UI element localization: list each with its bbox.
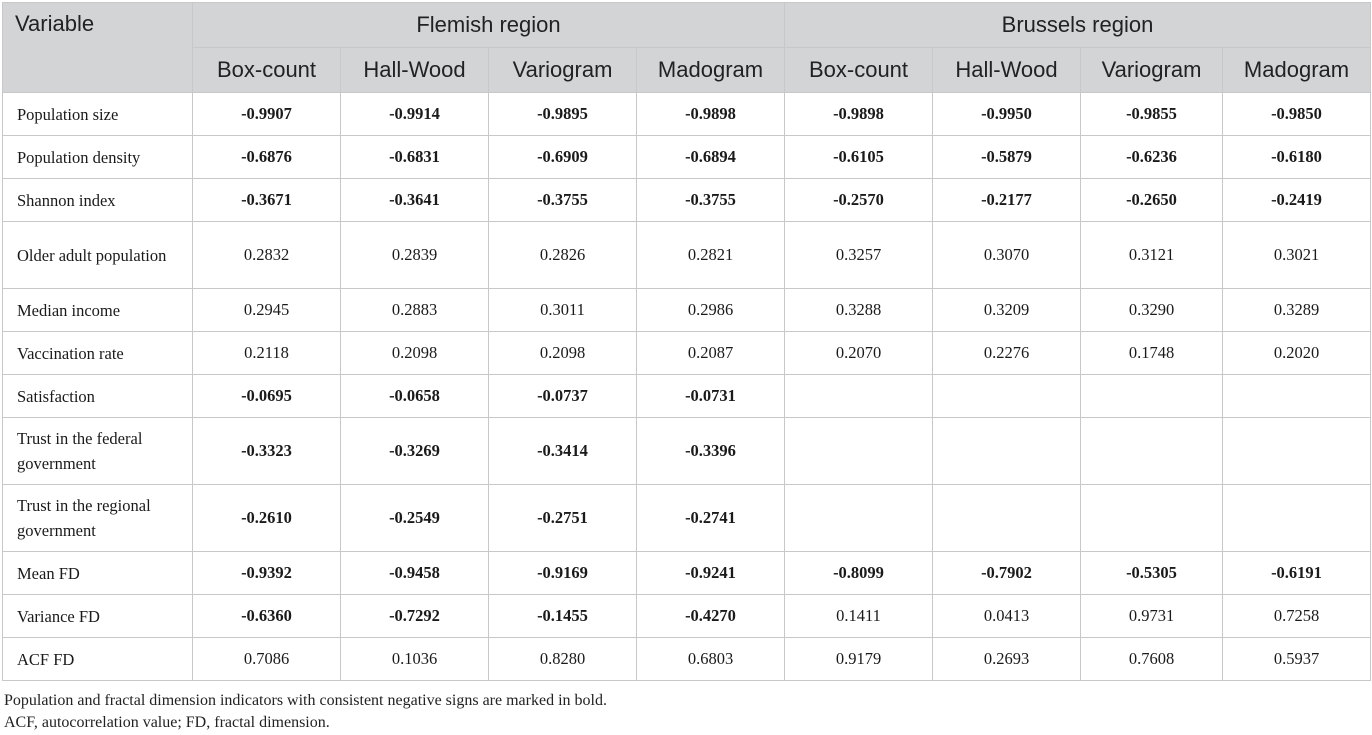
table-cell: -0.8099 (785, 552, 933, 595)
table-cell: -0.9392 (193, 552, 341, 595)
table-cell: -0.9907 (193, 93, 341, 136)
table-cell (1081, 375, 1223, 418)
table-cell: -0.9950 (933, 93, 1081, 136)
table-cell (1081, 485, 1223, 552)
table-cell (933, 418, 1081, 485)
method-header: Box-count (785, 48, 933, 93)
table-cell: -0.2741 (637, 485, 785, 552)
row-label: Mean FD (3, 552, 193, 595)
table-cell: 0.2020 (1223, 332, 1371, 375)
table-cell: 0.2118 (193, 332, 341, 375)
table-cell: 0.3288 (785, 289, 933, 332)
table-cell (785, 375, 933, 418)
flemish-region-header: Flemish region (193, 3, 785, 48)
table-cell: -0.9914 (341, 93, 489, 136)
row-label: Population size (3, 93, 193, 136)
table-cell (933, 375, 1081, 418)
method-header: Madogram (637, 48, 785, 93)
table-cell: -0.3755 (637, 179, 785, 222)
method-header: Madogram (1223, 48, 1371, 93)
table-row (3, 638, 1371, 681)
table-cell: -0.5879 (933, 136, 1081, 179)
table-cell: -0.1455 (489, 595, 637, 638)
method-header: Variogram (489, 48, 637, 93)
table-cell: -0.6105 (785, 136, 933, 179)
table-cell: -0.6876 (193, 136, 341, 179)
table-cell: -0.9241 (637, 552, 785, 595)
table-cell: 0.2098 (341, 332, 489, 375)
table-cell: 0.7086 (193, 638, 341, 681)
footnote-abbreviations: ACF, autocorrelation value; FD, fractal dimension. (4, 714, 330, 731)
method-header: Box-count (193, 48, 341, 93)
table-row (3, 222, 1371, 289)
table-cell: -0.0695 (193, 375, 341, 418)
table-cell: 0.3290 (1081, 289, 1223, 332)
table-cell (1223, 375, 1371, 418)
table-cell: -0.9898 (785, 93, 933, 136)
table-cell: -0.4270 (637, 595, 785, 638)
table-cell: 0.3070 (933, 222, 1081, 289)
table-cell: -0.6191 (1223, 552, 1371, 595)
table-cell: -0.3414 (489, 418, 637, 485)
table-cell: -0.3641 (341, 179, 489, 222)
table-cell: 0.5937 (1223, 638, 1371, 681)
table-body (3, 93, 1371, 681)
table-cell: -0.7292 (341, 595, 489, 638)
table-footnotes (4, 690, 607, 734)
method-header: Hall-Wood (341, 48, 489, 93)
table-cell: -0.2549 (341, 485, 489, 552)
table-cell: 0.2821 (637, 222, 785, 289)
row-label: Shannon index (3, 179, 193, 222)
table-cell: 0.1036 (341, 638, 489, 681)
table-cell: 0.2883 (341, 289, 489, 332)
table-cell: 0.9179 (785, 638, 933, 681)
table-cell: -0.9895 (489, 93, 637, 136)
table-row (3, 179, 1371, 222)
table-cell: -0.9458 (341, 552, 489, 595)
table-row (3, 418, 1371, 485)
table-cell: 0.7608 (1081, 638, 1223, 681)
table-cell (1081, 418, 1223, 485)
table-cell: -0.9898 (637, 93, 785, 136)
table-cell: -0.6180 (1223, 136, 1371, 179)
table-header (3, 3, 1371, 93)
table-cell: -0.2751 (489, 485, 637, 552)
row-label: Variance FD (3, 595, 193, 638)
table-cell: 0.3209 (933, 289, 1081, 332)
table-cell: -0.2419 (1223, 179, 1371, 222)
table-row (3, 595, 1371, 638)
table-cell: -0.2570 (785, 179, 933, 222)
table-cell: -0.6909 (489, 136, 637, 179)
table-row (3, 93, 1371, 136)
row-label: ACF FD (3, 638, 193, 681)
table-cell: 0.2087 (637, 332, 785, 375)
table-cell: -0.9855 (1081, 93, 1223, 136)
table-cell: 0.3011 (489, 289, 637, 332)
table-row (3, 552, 1371, 595)
table-cell: 0.2832 (193, 222, 341, 289)
table-cell: -0.3671 (193, 179, 341, 222)
table-cell: 0.8280 (489, 638, 637, 681)
table-cell: -0.0731 (637, 375, 785, 418)
table-cell: -0.2610 (193, 485, 341, 552)
table-cell: 0.2693 (933, 638, 1081, 681)
row-label: Population density (3, 136, 193, 179)
table-cell: 0.2070 (785, 332, 933, 375)
table-cell: -0.2177 (933, 179, 1081, 222)
table-cell: 0.3289 (1223, 289, 1371, 332)
table-cell: 0.1748 (1081, 332, 1223, 375)
footnote-bold-explanation: Population and fractal dimension indicators with consistent negative signs are marked in bold. (4, 692, 607, 709)
table-cell: 0.2986 (637, 289, 785, 332)
row-label: Median income (3, 289, 193, 332)
table-row (3, 485, 1371, 552)
table-cell: 0.3021 (1223, 222, 1371, 289)
table-cell: 0.2839 (341, 222, 489, 289)
results-table (2, 2, 1371, 681)
table-cell: 0.9731 (1081, 595, 1223, 638)
table-cell: -0.3755 (489, 179, 637, 222)
table-row (3, 136, 1371, 179)
row-label: Trust in the regional government (3, 485, 193, 552)
table-cell: 0.3121 (1081, 222, 1223, 289)
table-cell: 0.1411 (785, 595, 933, 638)
table-cell (933, 485, 1081, 552)
method-header: Variogram (1081, 48, 1223, 93)
table-cell: -0.6236 (1081, 136, 1223, 179)
table-row (3, 375, 1371, 418)
table-cell: 0.2826 (489, 222, 637, 289)
table-cell: 0.0413 (933, 595, 1081, 638)
table-cell: 0.2276 (933, 332, 1081, 375)
table-cell: -0.0737 (489, 375, 637, 418)
table-cell: 0.3257 (785, 222, 933, 289)
table-row (3, 289, 1371, 332)
table-cell (785, 485, 933, 552)
table-cell: -0.6894 (637, 136, 785, 179)
table-cell: 0.7258 (1223, 595, 1371, 638)
table-cell: -0.6360 (193, 595, 341, 638)
table-cell: -0.7902 (933, 552, 1081, 595)
brussels-region-header: Brussels region (785, 3, 1371, 48)
row-label: Vaccination rate (3, 332, 193, 375)
table-row (3, 332, 1371, 375)
row-label: Trust in the federal government (3, 418, 193, 485)
table-cell (1223, 485, 1371, 552)
table-cell: -0.2650 (1081, 179, 1223, 222)
table-cell: 0.2945 (193, 289, 341, 332)
table-cell: 0.6803 (637, 638, 785, 681)
table-cell: -0.9850 (1223, 93, 1371, 136)
table-cell: -0.9169 (489, 552, 637, 595)
table-cell: -0.5305 (1081, 552, 1223, 595)
table-cell (1223, 418, 1371, 485)
table-cell: -0.3323 (193, 418, 341, 485)
table-cell: 0.2098 (489, 332, 637, 375)
table-cell: -0.0658 (341, 375, 489, 418)
row-label: Older adult population (3, 222, 193, 289)
table-cell (785, 418, 933, 485)
row-label: Satisfaction (3, 375, 193, 418)
table-cell: -0.6831 (341, 136, 489, 179)
table-cell: -0.3396 (637, 418, 785, 485)
variable-column-header: Variable (3, 3, 193, 93)
table-cell: -0.3269 (341, 418, 489, 485)
method-header: Hall-Wood (933, 48, 1081, 93)
